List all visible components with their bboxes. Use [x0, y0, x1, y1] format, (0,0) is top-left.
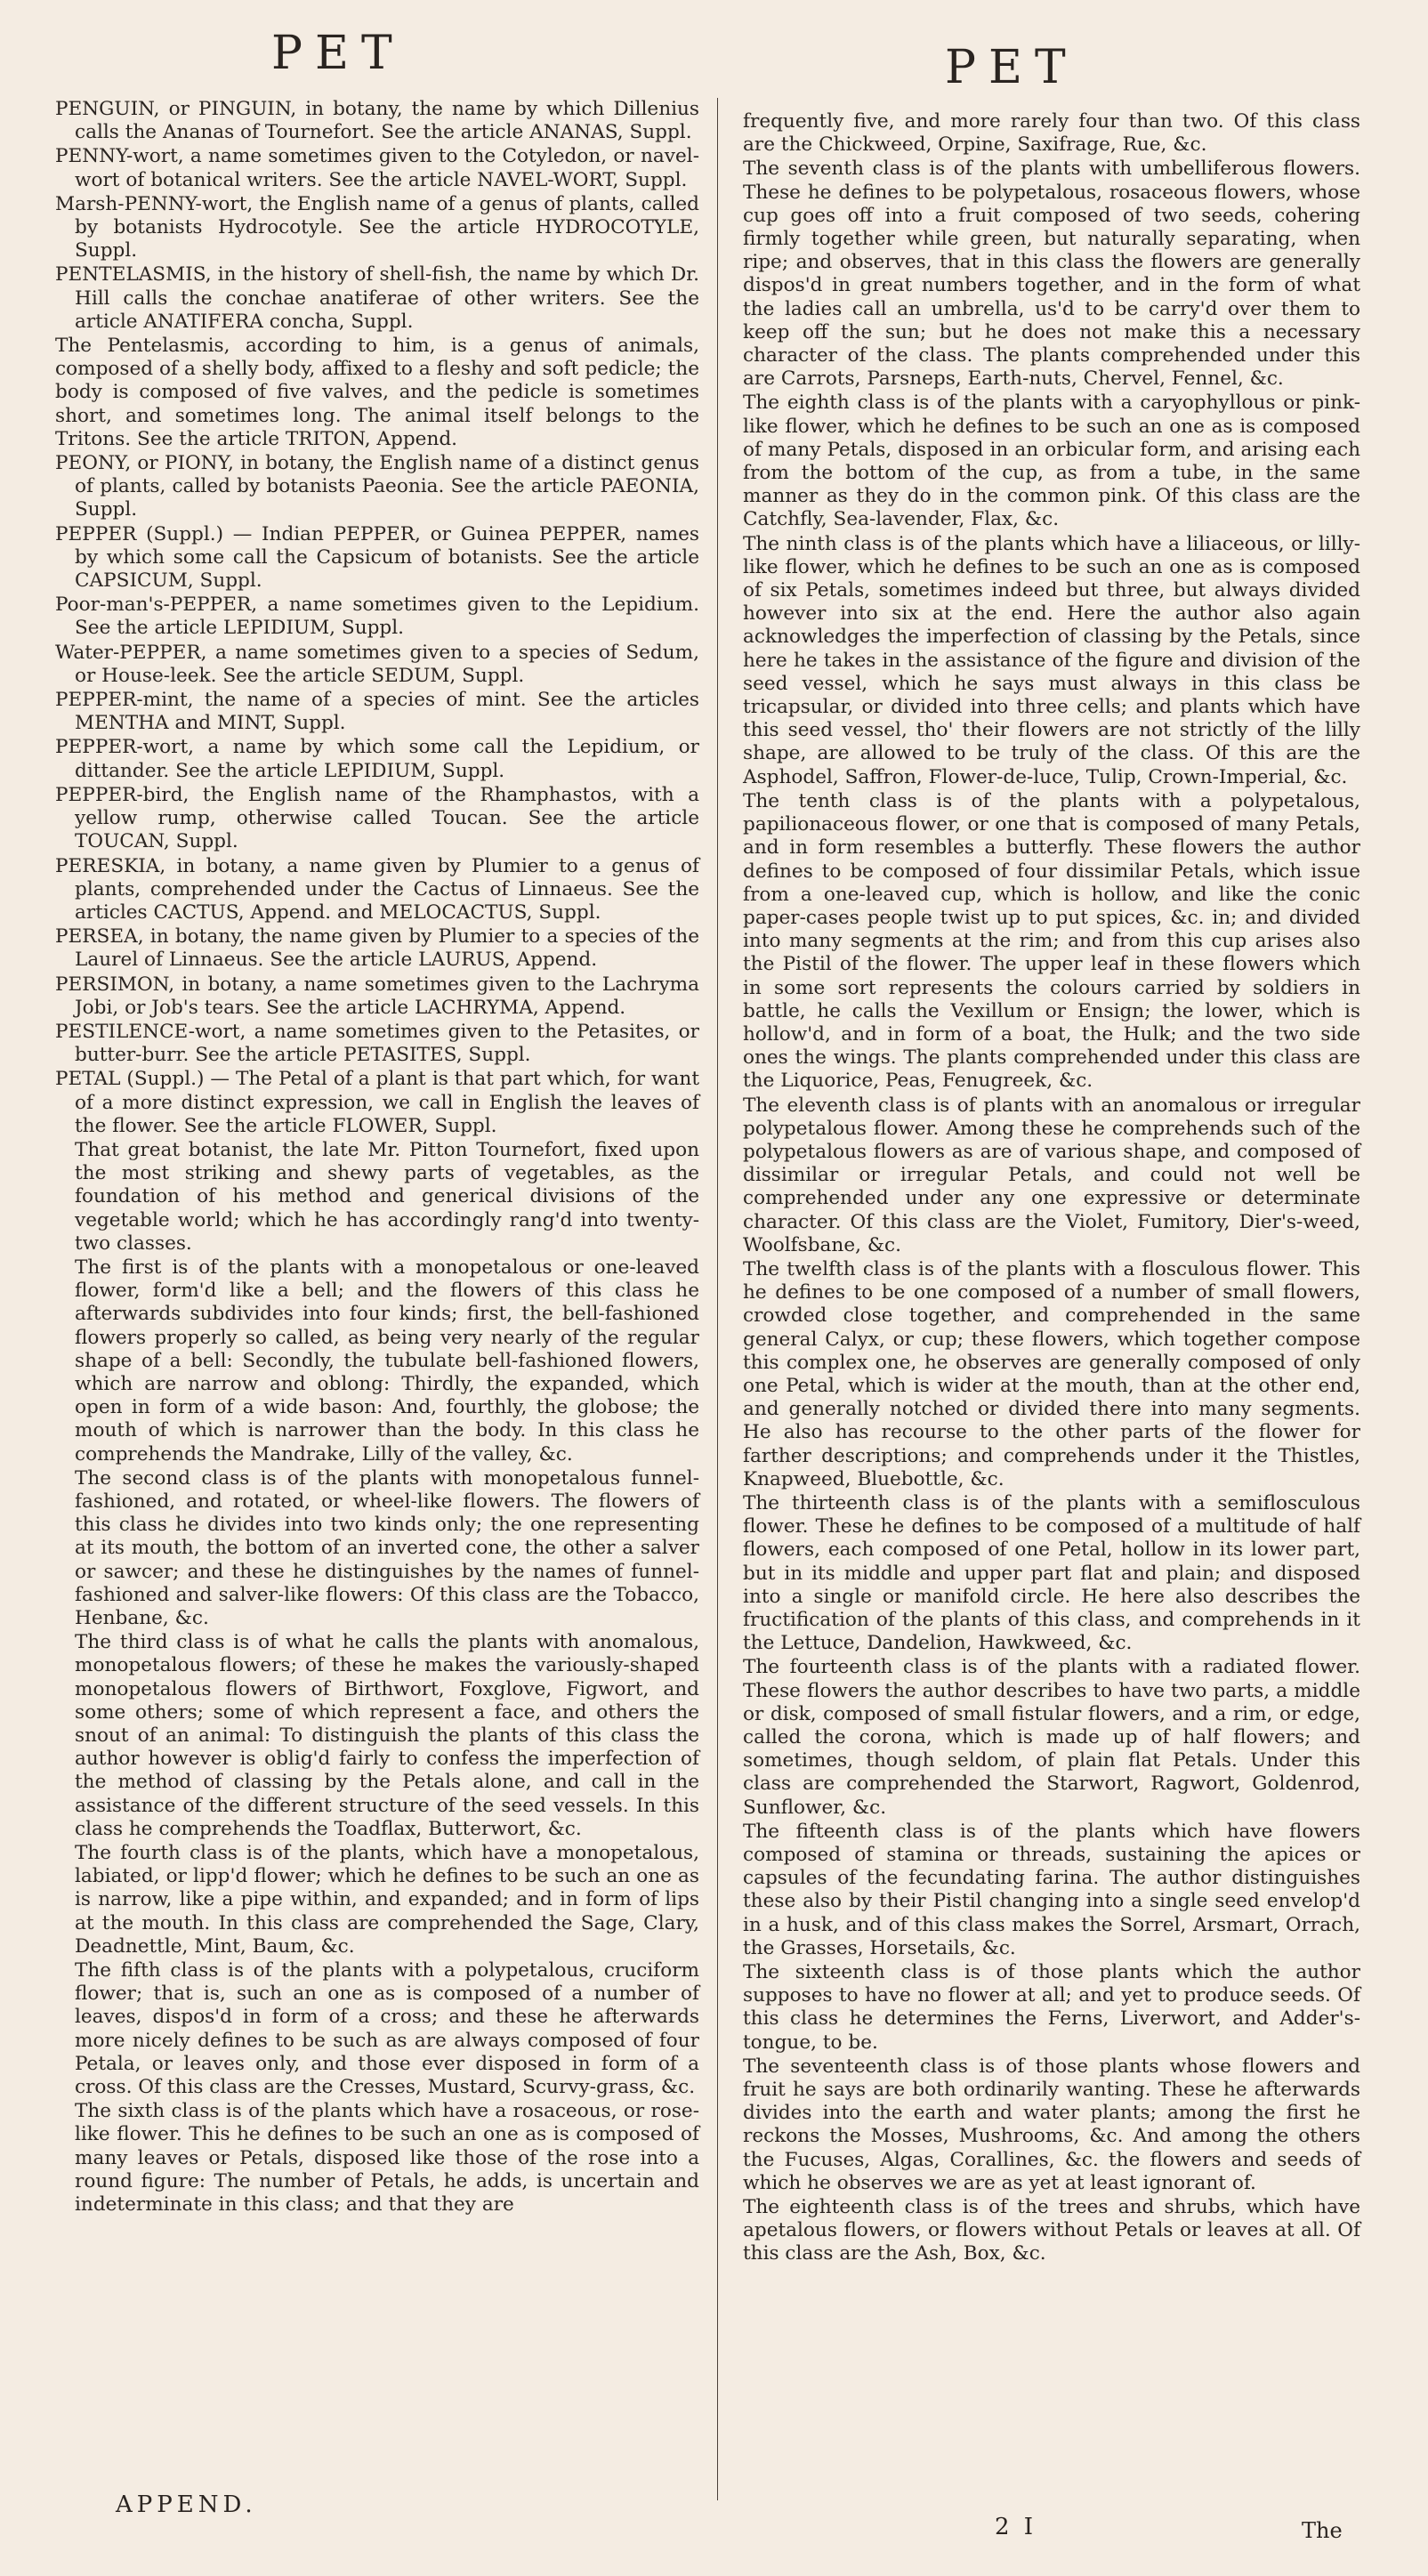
paragraph: The thirteenth class is of the plants with a semiflosculous flower. These he defines to be composed of a multitude of half flowers, each composed of one Petal, hollow in its lower part, but in its middle and upper part flat and plain; and disposed into a single or manifold circle. He here also describes the fructification of the plants of this class, and comprehends in it the Lettuce, Dandelion, Hawkweed, &c. [743, 1491, 1360, 1655]
paragraph: The second class is of the plants with monopetalous funnel-fashioned, and rotated, or wheel-like flowers. The flowers of this class he divides into two kinds only; the one representing at its mouth, the bottom of an inverted cone, the other a salver or sawcer; and these he distinguishes by the names of funnel-fashioned and salver-like flowers: Of this class are the Tobacco, Henbane, &c. [75, 1466, 699, 1629]
dictionary-entry: PEPPER (Suppl.) — Indian PEPPER, or Guinea PEPPER, names by which some call the Capsicum of botanists. See the article CAPSICUM, Suppl. [55, 522, 699, 593]
paragraph: That great botanist, the late Mr. Pitton Tournefort, fixed upon the most striking and shewy parts of vegetables, as the foundation of his method and generical divisions of the vegetable world; which he has accordingly rang'd into twenty-two classes. [75, 1138, 699, 1255]
dictionary-entry: PEPPER-mint, the name of a species of mint. See the articles MENTHA and MINT, Suppl. [55, 689, 699, 735]
dictionary-entry: PETAL (Suppl.) — The Petal of a plant is that part which, for want of a more distinct expression, we call in English the leaves of the flower. See the article FLOWER, Suppl. [55, 1068, 699, 1137]
dictionary-entry: Poor-man's-PEPPER, a name sometimes given to the Lepidium. See the article LEPIDIUM, Suppl. [55, 594, 699, 640]
paragraph: frequently five, and more rarely four than two. Of this class are the Chickweed, Orpine, Saxifrage, Rue, &c. [743, 110, 1360, 157]
paragraph: The eighteenth class is of the trees and shrubs, which have apetalous flowers, or flowers without Petals or leaves at all. Of this class are the Ash, Box, &c. [743, 2196, 1360, 2265]
paragraph: The fourteenth class is of the plants with a radiated flower. These flowers the author describes to have two parts, a middle or disk, composed of small fistular flowers, and a rim, or edge, called the corona, which is made up of half flowers; and sometimes, though seldom, of plain flat Petals. Under this class are comprehended the Starwort, Ragwort, Goldenrod, Sunflower, &c. [743, 1656, 1360, 1819]
dictionary-entry: PENGUIN, or PINGUIN, in botany, the name by which Dillenius calls the Ananas of Tournefort. See the article ANANAS, Suppl. [55, 98, 699, 144]
dictionary-entry: PERSIMON, in botany, a name sometimes given to the Lachryma Jobi, or Job's tears. See the article LACHRYMA, Append. [55, 973, 699, 1019]
paragraph: The eleventh class is of plants with an anomalous or irregular polypetalous flower. Among these he comprehends such of the polypetalous flowers as are of various shape, and composed of dissimilar or irregular Petals, and could not well be comprehended under any one expressive or determinate character. Of this class are the Violet, Fumitory, Dier's-weed, Woolfsbane, &c. [743, 1094, 1360, 1256]
running-header-right: PET [945, 41, 1078, 94]
paragraph: The Pentelasmis, according to him, is a genus of animals, composed of a shelly body, affixed to a fleshy and soft pedicle; the body is composed of five valves, and the pedicle is sometimes short, and sometimes long. The animal itself belongs to the Tritons. See the article TRITON, Append. [55, 335, 699, 450]
paragraph: The sixth class is of the plants which have a rosaceous, or rose-like flower. This he defines to be such an one as is composed of many leaves or Petals, disposed like those of the rose into a round figure: The number of Petals, he adds, is uncertain and indeterminate in this class; and that they are [75, 2100, 699, 2217]
dictionary-entry: PERSEA, in botany, the name given by Plumier to a species of the Laurel of Linnaeus. See the article LAURUS, Append. [55, 925, 699, 972]
dictionary-entry: PEPPER-wort, a name by which some call the Lepidium, or dittander. See the article LEPIDIUM, Suppl. [55, 736, 699, 782]
paragraph: The fourth class is of the plants, which have a monopetalous, labiated, or lipp'd flower; which he defines to be such an one as is narrow, like a pipe within, and expanded; and in form of lips at the mouth. In this class are comprehended the Sage, Clary, Deadnettle, Mint, Baum, &c. [75, 1842, 699, 1958]
paragraph: The third class is of what he calls the plants with anomalous, monopetalous flowers; of these he makes the variously-shaped monopetalous flowers of Birthwort, Foxglove, Figwort, and some others; some of which represent a face, and others the snout of an animal: To distinguish the plants of this class the author however is oblig'd fairly to confess the imperfection of the method of classing by the Petals alone, and call in the assistance of the different structure of the seed vessels. In this class he comprehends the Toadflax, Butterwort, &c. [75, 1631, 699, 1840]
signature-mark: APPEND. [116, 2491, 257, 2518]
paragraph: The seventeenth class is of those plants whose flowers and fruit he says are both ordinarily wanting. These he afterwards divides into the earth and water plants; among the first he reckons the Mosses, Mushrooms, &c. And among the others the Fucuses, Algas, Corallines, &c. the flowers and seeds of which he observes we are as yet at least ignorant of. [743, 2055, 1360, 2194]
paragraph: The sixteenth class is of those plants which the author supposes to have no flower at all; and yet to produce seeds. Of this class he determines the Ferns, Liverwort, and Adder's-tongue, to be. [743, 1961, 1360, 2054]
dictionary-entry: PESTILENCE-wort, a name sometimes given to the Petasites, or butter-burr. See the article PETASITES, Suppl. [55, 1020, 699, 1067]
paragraph: The ninth class is of the plants which have a liliaceous, or lilly-like flower, which he defines to be such an one as is composed of six Petals, sometimes indeed but three, but always divided however into six at the end. Here the author also again acknowledges the imperfection of classing by the Petals, since here he takes in the assistance of the figure and division of the seed vessel, which he says must always in this class be tricapsular, or divided into three cells; and plants which have this seed vessel, tho' their flowers are not strictly of the lilly shape, are allowed to be truly of the class. Of this are the Asphodel, Saffron, Flower-de-luce, Tulip, Crown-Imperial, &c. [743, 532, 1360, 788]
dictionary-entry: PENNY-wort, a name sometimes given to the Cotyledon, or navel-wort of botanical writers. See the article NAVEL-WORT, Suppl. [55, 145, 699, 191]
paragraph: The fifteenth class is of the plants which have flowers composed of stamina or threads, sustaining the apices or capsules of the fecundating farina. The author distinguishes these also by their Pistil changing into a single seed envelop'd in a husk, and of this class makes the Sorrel, Arsmart, Orrach, the Grasses, Horsetails, &c. [743, 1820, 1360, 1959]
catchword: The [1302, 2518, 1343, 2543]
page-number: 2 I [995, 2514, 1037, 2540]
dictionary-entry: PEONY, or PIONY, in botany, the English name of a distinct genus of plants, called by botanists Paeonia. See the article PAEONIA, Suppl. [55, 452, 699, 521]
left-column [55, 98, 699, 2217]
paragraph: The twelfth class is of the plants with a flosculous flower. This he defines to be one composed of a number of small flowers, crowded close together, and comprehended in the same general Calyx, or cup; these flowers, which together compose this complex one, he observes are generally composed of only one Petal, which is wider at the mouth, than at the other end, and generally notched or divided there into many segments. He also has recourse to the other parts of the flower for farther descriptions; and comprehends under it the Thistles, Knapweed, Bluebottle, &c. [743, 1257, 1360, 1490]
paragraph: The seventh class is of the plants with umbelliferous flowers. These he defines to be polypetalous, rosaceous flowers, whose cup goes off into a fruit composed of two seeds, cohering firmly together while green, but naturally separating, when ripe; and observes, that in this class the flowers are generally dispos'd in great numbers together, and in the form of what the ladies call an umbrella, us'd to be carry'd over them to keep off the sun; but he does not make this a necessary character of the class. The plants comprehended under this are Carrots, Parsneps, Earth-nuts, Chervel, Fennel, &c. [743, 157, 1360, 391]
dictionary-entry: PERESKIA, in botany, a name given by Plumier to a genus of plants, comprehended under the Cactus of Linnaeus. See the articles CACTUS, Append. and MELOCACTUS, Suppl. [55, 854, 699, 924]
paragraph: The first is of the plants with a monopetalous or one-leaved flower, form'd like a bell; and the flowers of this class he afterwards subdivides into four kinds; first, the bell-fashioned flowers properly so called, as being very nearly of the regular shape of a bell: Secondly, the tubulate bell-fashioned flowers, which are narrow and oblong: Thirdly, the expanded, which open in form of a wide bason: And, fourthly, the globose; the mouth of which is narrower than the body. In this class he comprehends the Mandrake, Lilly of the valley, &c. [75, 1256, 699, 1466]
paragraph: The fifth class is of the plants with a polypetalous, cruciform flower; that is, such an one as is composed of a number of leaves, dispos'd in form of a cross; and these he afterwards more nicely defines to be such as are always composed of four Petala, or leaves only, and those ever disposed in form of a cross. Of this class are the Cresses, Mustard, Scurvy-grass, &c. [75, 1959, 699, 2099]
right-column [743, 110, 1360, 2267]
dictionary-entry: PENTELASMIS, in the history of shell-fish, the name by which Dr. Hill calls the conchae anatiferae of other writers. See the article ANATIFERA concha, Suppl. [55, 263, 699, 333]
dictionary-entry: Marsh-PENNY-wort, the English name of a genus of plants, called by botanists Hydrocotyle. See the article HYDROCOTYLE, Suppl. [55, 192, 699, 262]
paragraph: The tenth class is of the plants with a polypetalous, papilionaceous flower, or one that is composed of many Petals, and in form resembles a butterfly. These flowers the author defines to be composed of four dissimilar Petals, which issue from a one-leaved cup, which is hollow, and like the conic paper-cases people twist up to put spices, &c. in; and divided into many segments at the rim; and from this cup arises also the Pistil of the flower. The upper leaf in these flowers which in some sort represents the colours carried by soldiers in battle, he calls the Vexillum or Ensign; the lower, which is hollow'd, and in form of a boat, the Hulk; and the two side ones the wings. The plants comprehended under this class are the Liquorice, Peas, Fenugreek, &c. [743, 789, 1360, 1093]
dictionary-entry: Water-PEPPER, a name sometimes given to a species of Sedum, or House-leek. See the article SEDUM, Suppl. [55, 641, 699, 687]
column-divider [717, 98, 718, 2500]
dictionary-entry: PEPPER-bird, the English name of the Rhamphastos, with a yellow rump, otherwise called Toucan. See the article TOUCAN, Suppl. [55, 783, 699, 853]
paragraph: The eighth class is of the plants with a caryophyllous or pink-like flower, which he defines to be such an one as is composed of many Petals, disposed in an orbicular form, and arising each from the bottom of the cup, as from a tube, in the same manner as they do in the common pink. Of this class are the Catchfly, Sea-lavender, Flax, &c. [743, 392, 1360, 531]
running-header-left: PET [271, 27, 405, 80]
